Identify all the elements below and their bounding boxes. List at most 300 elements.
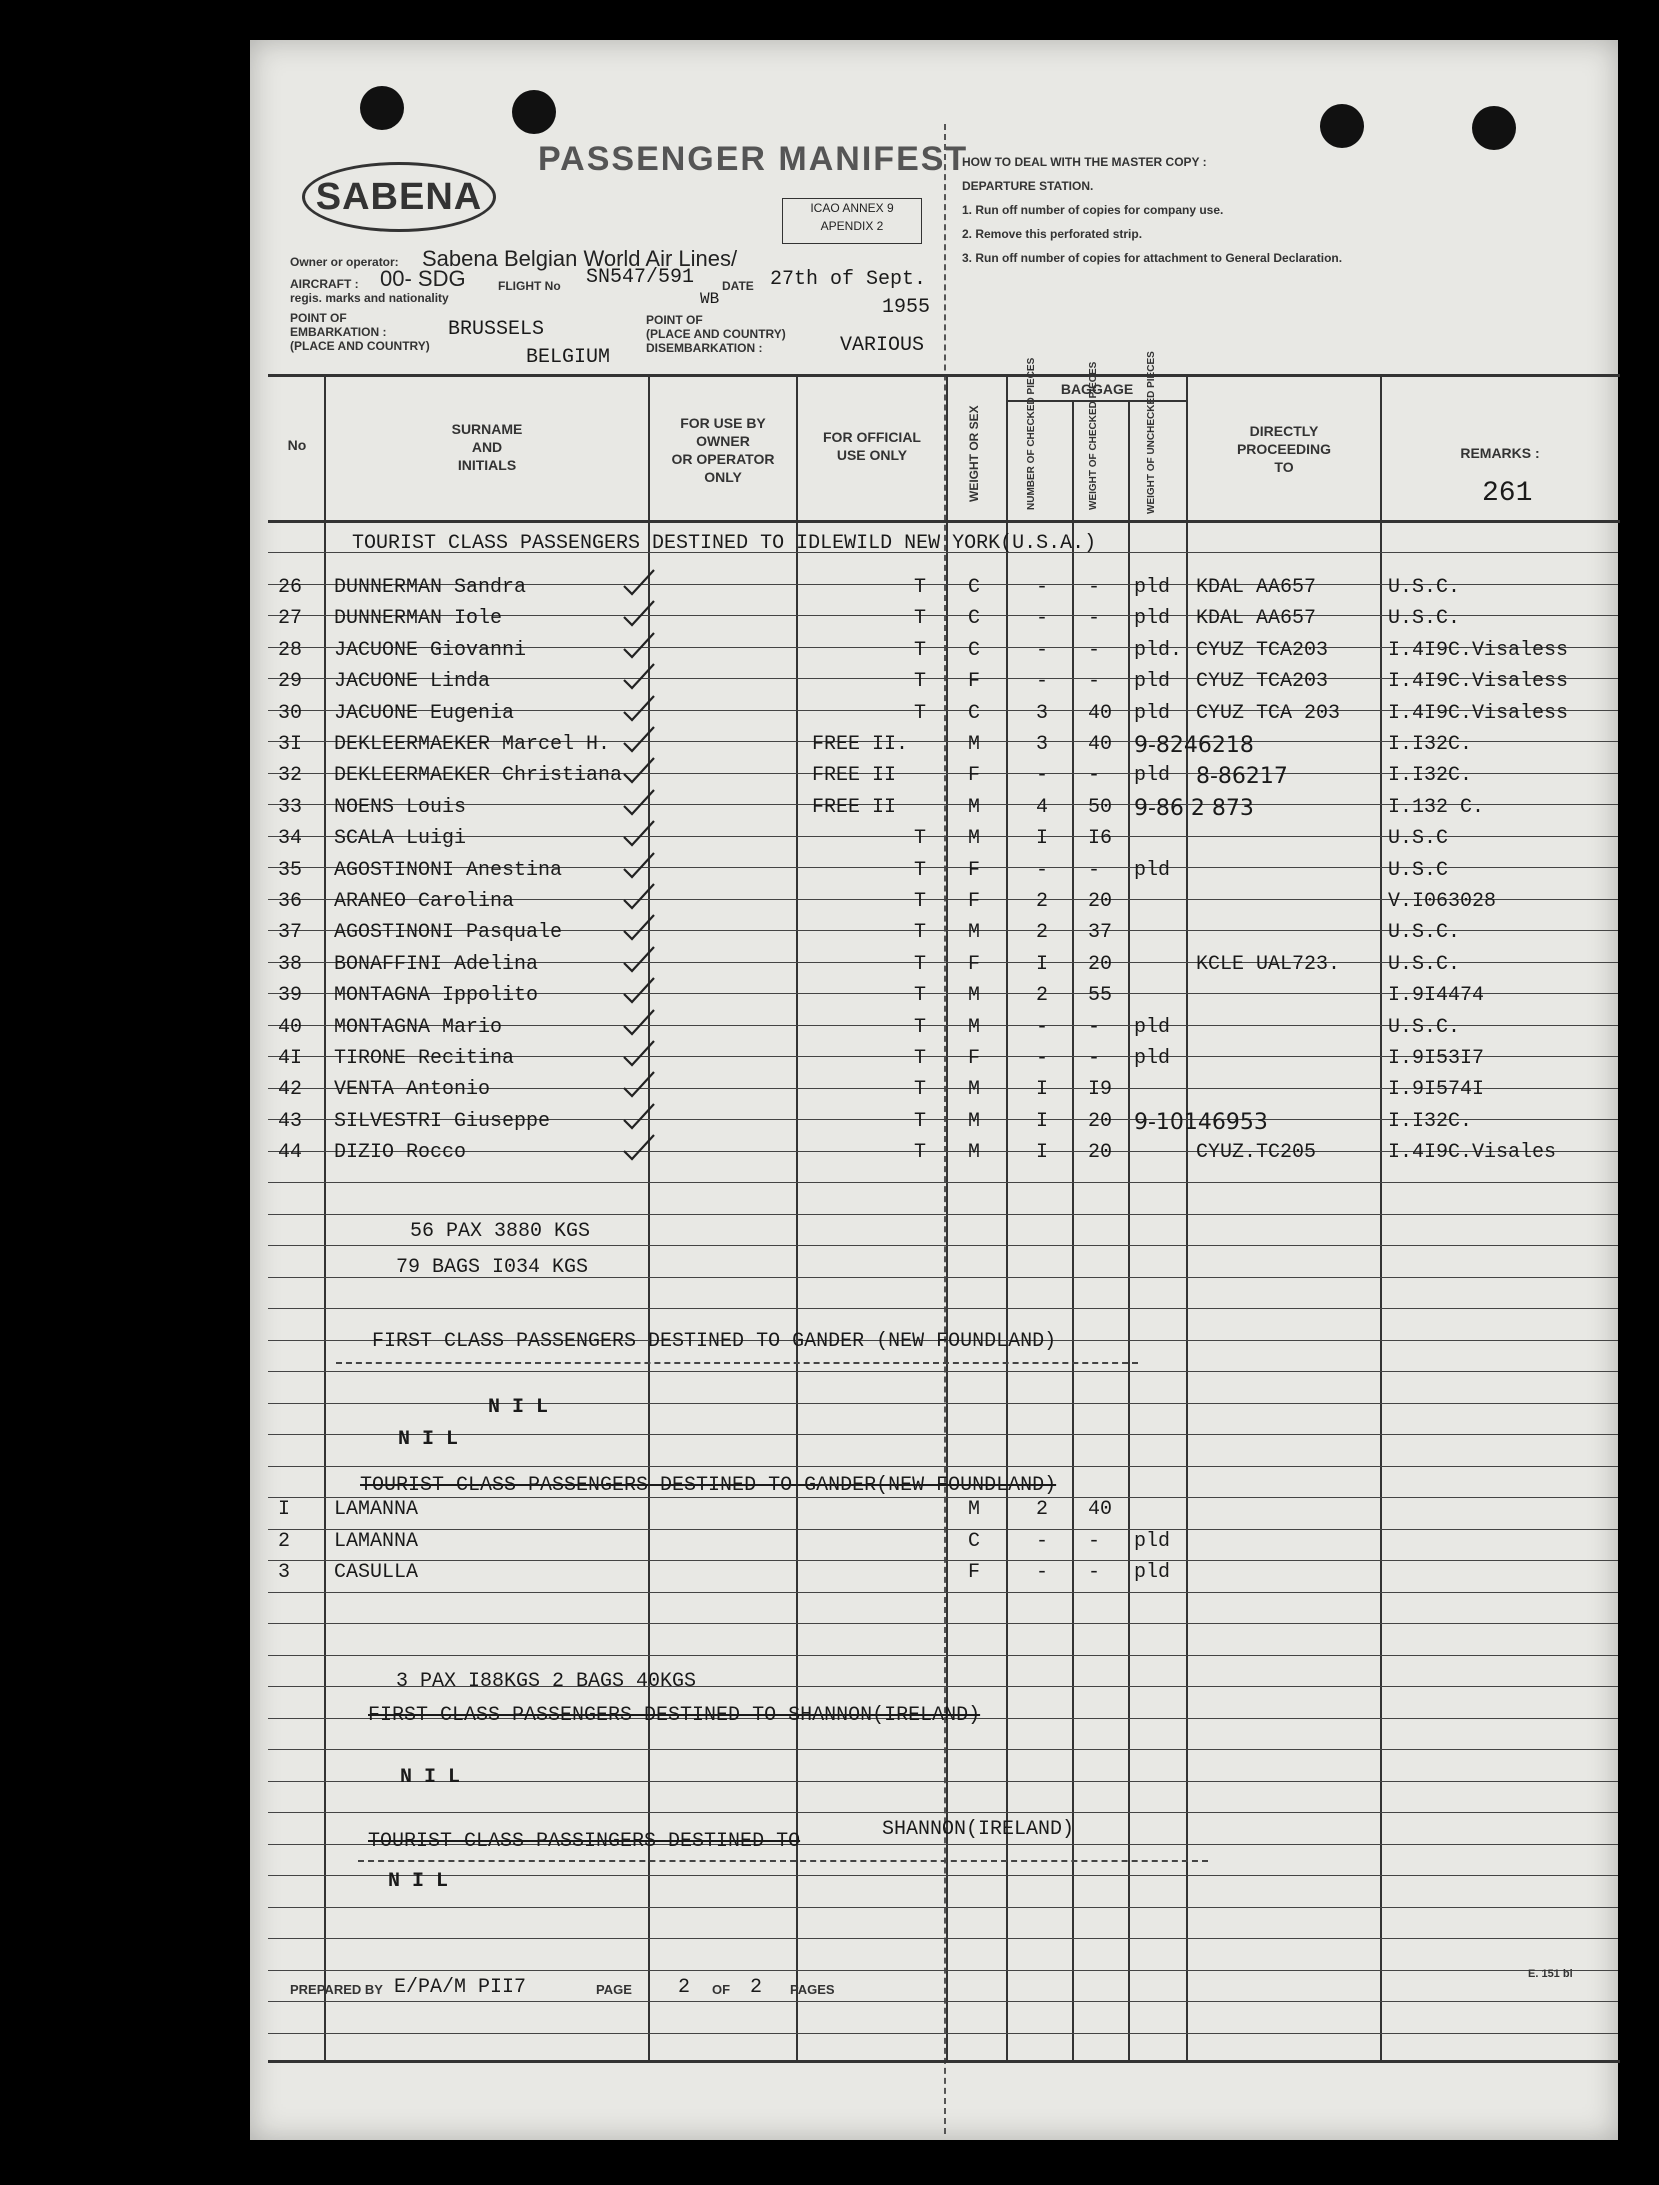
row-line (268, 1371, 1618, 1372)
cell-cls: T (914, 1047, 927, 1070)
icao-line-2: APENDIX 2 (820, 219, 884, 233)
nil-text: N I L (488, 1396, 549, 1419)
cell-wt: - (1088, 764, 1101, 787)
col-directly (1188, 422, 1380, 476)
cell-rem: V.I063028 (1388, 890, 1497, 913)
col-owner-line: OR OPERATOR (671, 451, 775, 467)
checkmark-icon (620, 725, 660, 760)
table-row (250, 731, 1618, 761)
cell-num: I (1036, 1141, 1049, 1164)
disembark-value: VARIOUS (840, 334, 925, 357)
table-row (250, 605, 1618, 635)
cell-sex: M (968, 984, 981, 1007)
row-line (268, 1749, 1618, 1750)
flight-label: FLIGHT No (498, 279, 561, 293)
page-stamp-number: 261 (1482, 478, 1533, 509)
cell-name: JACUONE Linda (334, 670, 491, 693)
cell-cls: T (914, 953, 927, 976)
cell-no: 30 (278, 702, 303, 725)
cell-sex: F (968, 764, 981, 787)
cell-cls: T (914, 984, 927, 1007)
col-official-line: FOR OFFICIAL (823, 429, 921, 445)
cell-sex: M (968, 1110, 981, 1133)
cell-num: I (1036, 1078, 1049, 1101)
cell-wt: 40 (1088, 1498, 1113, 1521)
instruction-line: DEPARTURE STATION. (962, 179, 1094, 193)
table-row (250, 637, 1618, 667)
of-label: OF (712, 1982, 731, 1997)
cell-wt: 37 (1088, 921, 1113, 944)
cell-sex: M (968, 1016, 981, 1039)
cell-name: LAMANNA (334, 1530, 419, 1553)
cell-num: - (1036, 576, 1049, 599)
table-row (250, 1139, 1618, 1169)
cell-unch: pld (1134, 670, 1171, 693)
cell-name: DEKLEERMAEKER Christiana (334, 764, 623, 787)
cell-sex: F (968, 1047, 981, 1070)
cell-cls: T (914, 1016, 927, 1039)
cell-sex: C (968, 702, 981, 725)
cell-no: 40 (278, 1016, 303, 1039)
cell-name: DUNNERMAN Sandra (334, 576, 527, 599)
punch-hole (512, 90, 556, 134)
col-owner-line: OWNER (696, 433, 750, 449)
table-row (250, 825, 1618, 855)
totals-bags: 79 BAGS I034 KGS (396, 1256, 589, 1279)
cell-unch: pld (1134, 702, 1171, 725)
cell-cls: T (914, 670, 927, 693)
sabena-logo: SABENA (302, 162, 496, 232)
cell-rem: I.4I9C.Visaless (1388, 670, 1569, 693)
row-line (268, 2001, 1618, 2002)
cell-rem: U.S.C (1388, 827, 1449, 850)
table-row (250, 762, 1618, 792)
col-official-line: USE ONLY (836, 447, 908, 463)
cell-sex: C (968, 607, 981, 630)
instruction-line: HOW TO DEAL WITH THE MASTER COPY : (962, 155, 1207, 169)
date-label: DATE (722, 279, 754, 293)
cell-name: AGOSTINONI Anestina (334, 859, 563, 882)
cell-wt: - (1088, 859, 1101, 882)
cell-unch: pld (1134, 1561, 1171, 1584)
row-line (268, 1592, 1618, 1593)
wb-value: WB (700, 290, 720, 308)
cell-name: JACUONE Eugenia (334, 702, 515, 725)
cell-name: NOENS Louis (334, 796, 467, 819)
cell-sex: M (968, 827, 981, 850)
row-line (268, 1182, 1618, 1183)
row-line (268, 1434, 1618, 1435)
cell-unch: pld (1134, 1047, 1171, 1070)
punch-hole (1472, 106, 1516, 150)
cell-rem: U.S.C. (1388, 576, 1461, 599)
cell-num: 3 (1036, 733, 1049, 756)
cell-rem: I.I32C. (1388, 764, 1473, 787)
table-row (250, 668, 1618, 698)
cell-no: 3 (278, 1561, 291, 1584)
cell-wt: - (1088, 1561, 1101, 1584)
col-official (798, 428, 946, 464)
cell-unch: pld (1134, 859, 1171, 882)
cell-no: 4I (278, 1047, 303, 1070)
cell-sex: M (968, 921, 981, 944)
instruction-line: 1. Run off number of copies for company use. (962, 203, 1224, 217)
row-line (268, 1214, 1618, 1215)
cell-num: 2 (1036, 984, 1049, 1007)
cell-num: I (1036, 953, 1049, 976)
cell-dest: KDAL AA657 (1196, 576, 1317, 599)
dashed-underline (336, 1362, 1138, 1364)
cell-sex: F (968, 670, 981, 693)
cell-rem: I.4I9C.Visaless (1388, 702, 1569, 725)
cell-sex: C (968, 639, 981, 662)
checkmark-icon (620, 662, 660, 697)
year-value: 1955 (882, 296, 931, 319)
cell-rem: I.9I53I7 (1388, 1047, 1485, 1070)
cell-name: MONTAGNA Mario (334, 1016, 503, 1039)
cell-dest: CYUZ TCA203 (1196, 639, 1329, 662)
section-header: TOURIST CLASS PASSENGERS DESTINED TO IDLEWILD NEW YORK(U.S.A.) (352, 532, 1097, 555)
cell-rem: I.I32C. (1388, 1110, 1473, 1133)
table-row (250, 1045, 1618, 1075)
row-line (268, 1623, 1618, 1624)
dashed-underline (358, 1860, 1208, 1862)
embark-value: BRUSSELS (448, 318, 545, 341)
cell-no: 29 (278, 670, 303, 693)
col-num-checked: NUMBER OF CHECKED PIECES (1026, 357, 1037, 510)
disembark-label-2: (PLACE AND COUNTRY) (646, 327, 786, 341)
cell-no: I (278, 1498, 291, 1521)
cell-wt: - (1088, 1016, 1101, 1039)
checkmark-icon (620, 599, 660, 634)
table-top-border (268, 374, 1620, 377)
cell-unch: pld. (1134, 639, 1183, 662)
col-owner-line: FOR USE BY (680, 415, 766, 431)
cell-no: 34 (278, 827, 303, 850)
table-row (250, 1014, 1618, 1044)
cell-rem: I.9I4474 (1388, 984, 1485, 1007)
cell-official: FREE II (812, 764, 897, 787)
pages-label: PAGES (790, 1982, 835, 1997)
cell-rem: I.132 C. (1388, 796, 1485, 819)
cell-no: 33 (278, 796, 303, 819)
checkmark-icon (620, 1133, 660, 1168)
cell-no: 36 (278, 890, 303, 913)
cell-wt: - (1088, 576, 1101, 599)
col-surname (326, 420, 648, 474)
cell-name: DEKLEERMAEKER Marcel H. (334, 733, 611, 756)
row-line (268, 1907, 1618, 1908)
checkmark-icon (620, 1102, 660, 1137)
col-weight-checked: WEIGHT OF CHECKED PIECES (1088, 361, 1099, 510)
checkmark-icon (620, 819, 660, 854)
table-row (250, 1076, 1618, 1106)
instruction-line: 3. Run off number of copies for attachment to General Declaration. (962, 251, 1343, 265)
cell-no: 26 (278, 576, 303, 599)
col-remarks: REMARKS : (1460, 445, 1540, 461)
cell-wt: I9 (1088, 1078, 1113, 1101)
cell-rem: I.9I574I (1388, 1078, 1485, 1101)
cell-unch: 9-8246218 (1134, 733, 1254, 758)
of-value: 2 (750, 1976, 763, 1999)
cell-sex: F (968, 859, 981, 882)
table-row (250, 951, 1618, 981)
cell-sex: F (968, 1561, 981, 1584)
table-row (250, 1528, 1618, 1558)
cell-num: I (1036, 1110, 1049, 1133)
cell-wt: - (1088, 1047, 1101, 1070)
owner-label: Owner or operator: (290, 255, 399, 269)
cell-dest: CYUZ TCA203 (1196, 670, 1329, 693)
cell-wt: 20 (1088, 1141, 1113, 1164)
cell-sex: M (968, 1141, 981, 1164)
cell-unch: 9-10146953 (1134, 1110, 1268, 1135)
punch-hole (360, 86, 404, 130)
row-line (268, 1970, 1618, 1971)
cell-name: BONAFFINI Adelina (334, 953, 539, 976)
col-directly-line: TO (1274, 459, 1294, 475)
cell-num: - (1036, 1530, 1049, 1553)
col-surname-line: INITIALS (457, 457, 517, 473)
cell-sex: M (968, 733, 981, 756)
totals-pax: 56 PAX 3880 KGS (410, 1220, 591, 1243)
table-row (250, 794, 1618, 824)
row-line (268, 1781, 1618, 1782)
checkmark-icon (620, 568, 660, 603)
cell-name: SCALA Luigi (334, 827, 467, 850)
cell-dest: CYUZ TCA 203 (1196, 702, 1341, 725)
cell-name: ARANEO Carolina (334, 890, 515, 913)
checkmark-icon (620, 882, 660, 917)
embark-label-2: EMBARKATION : (290, 325, 387, 339)
cell-unch: pld (1134, 764, 1171, 787)
col-directly-line: DIRECTLY (1249, 423, 1319, 439)
table-row (250, 888, 1618, 918)
cell-cls: T (914, 1110, 927, 1133)
cell-rem: U.S.C. (1388, 1016, 1461, 1039)
table-row (250, 1496, 1618, 1526)
instruction-line: 2. Remove this perforated strip. (962, 227, 1143, 241)
cell-sex: M (968, 796, 981, 819)
row-line (268, 1655, 1618, 1656)
cell-unch: pld (1134, 576, 1171, 599)
section-header: FIRST CLASS PASSENGERS DESTINED TO GANDER (NEW FOUNDLAND) (372, 1330, 1057, 1353)
nil-text: N I L (398, 1428, 459, 1451)
cell-name: DUNNERMAN Iole (334, 607, 503, 630)
cell-sex: M (968, 1078, 981, 1101)
cell-rem: U.S.C. (1388, 607, 1461, 630)
date-value: 27th of Sept. (770, 268, 927, 291)
row-line (268, 2033, 1618, 2034)
cell-no: 44 (278, 1141, 303, 1164)
cell-rem: I.4I9C.Visales (1388, 1141, 1557, 1164)
cell-num: - (1036, 607, 1049, 630)
checkmark-icon (620, 851, 660, 886)
cell-num: 2 (1036, 921, 1049, 944)
manifest-sheet (250, 40, 1618, 2140)
prepared-label: PREPARED BY (290, 1982, 383, 1997)
cell-wt: - (1088, 607, 1101, 630)
cell-cls: T (914, 1078, 927, 1101)
cell-name: VENTA Antonio (334, 1078, 491, 1101)
totals-gander: 3 PAX I88KGS 2 BAGS 40KGS (396, 1670, 697, 1693)
cell-rem: I.I32C. (1388, 733, 1473, 756)
checkmark-icon (620, 945, 660, 980)
cell-num: - (1036, 1561, 1049, 1584)
cell-no: 28 (278, 639, 303, 662)
col-baggage: BAGGAGE (1060, 381, 1134, 397)
cell-dest: 8-86217 (1196, 764, 1288, 789)
col-owner-line: ONLY (704, 469, 742, 485)
section-header: TOURIST CLASS PASSENGERS DESTINED TO GANDER(NEW FOUNDLAND) (360, 1474, 1057, 1497)
cell-num: 4 (1036, 796, 1049, 819)
cell-no: 27 (278, 607, 303, 630)
cell-rem: I.4I9C.Visaless (1388, 639, 1569, 662)
cell-wt: I6 (1088, 827, 1113, 850)
cell-cls: T (914, 576, 927, 599)
cell-wt: - (1088, 1530, 1101, 1553)
cell-num: - (1036, 859, 1049, 882)
cell-unch: pld (1134, 607, 1171, 630)
cell-wt: 20 (1088, 1110, 1113, 1133)
cell-wt: 20 (1088, 890, 1113, 913)
page-value: 2 (678, 1976, 691, 1999)
disembark-label-3: DISEMBARKATION : (646, 341, 763, 355)
cell-official: FREE II. (812, 733, 909, 756)
cell-cls: T (914, 702, 927, 725)
section-header: FIRST CLASS PASSENGERS DESTINED TO SHANNON(IRELAND) (368, 1704, 981, 1727)
table-row (250, 574, 1618, 604)
cell-name: DIZIO Rocco (334, 1141, 467, 1164)
flight-value: SN547/591 (586, 266, 695, 289)
col-surname-line: SURNAME (451, 421, 523, 437)
instructions (962, 150, 1342, 270)
cell-no: 35 (278, 859, 303, 882)
cell-no: 39 (278, 984, 303, 1007)
cell-no: 38 (278, 953, 303, 976)
table-row (250, 982, 1618, 1012)
icao-line-1: ICAO ANNEX 9 (810, 201, 894, 215)
cell-name: TIRONE Recitina (334, 1047, 515, 1070)
row-line (268, 1308, 1618, 1309)
cell-wt: 40 (1088, 733, 1113, 756)
checkmark-icon (620, 1039, 660, 1074)
table-row (250, 1108, 1618, 1138)
cell-wt: - (1088, 670, 1101, 693)
cell-wt: 50 (1088, 796, 1113, 819)
cell-cls: T (914, 607, 927, 630)
nil-text: N I L (400, 1766, 461, 1789)
cell-num: - (1036, 1047, 1049, 1070)
cell-no: 43 (278, 1110, 303, 1133)
cell-cls: T (914, 859, 927, 882)
table-row (250, 857, 1618, 887)
cell-cls: T (914, 921, 927, 944)
cell-cls: T (914, 827, 927, 850)
cell-rem: U.S.C (1388, 859, 1449, 882)
checkmark-icon (620, 913, 660, 948)
table-bottom-border (268, 2060, 1620, 2063)
aircraft-sub: regis. marks and nationality (290, 291, 449, 305)
cell-wt: 40 (1088, 702, 1113, 725)
cell-cls: T (914, 639, 927, 662)
header-bottom-border (268, 520, 1620, 523)
cell-num: I (1036, 827, 1049, 850)
cell-no: 37 (278, 921, 303, 944)
row-line (268, 1938, 1618, 1939)
cell-cls: T (914, 890, 927, 913)
cell-name: LAMANNA (334, 1498, 419, 1521)
checkmark-icon (620, 788, 660, 823)
cell-num: 2 (1036, 1498, 1049, 1521)
cell-sex: F (968, 890, 981, 913)
row-line (268, 1466, 1618, 1467)
row-line (268, 1812, 1618, 1813)
punch-hole (1320, 104, 1364, 148)
cell-wt: 55 (1088, 984, 1113, 1007)
col-owner (650, 414, 796, 486)
cell-wt: 20 (1088, 953, 1113, 976)
disembark-label-1: POINT OF (646, 313, 703, 327)
cell-num: - (1036, 764, 1049, 787)
row-line (268, 1245, 1618, 1246)
prepared-value: E/PA/M PII7 (394, 1976, 527, 1999)
cell-sex: C (968, 576, 981, 599)
cell-num: - (1036, 1016, 1049, 1039)
cell-cls: T (914, 1141, 927, 1164)
cell-no: 3I (278, 733, 303, 756)
embark-label-1: POINT OF (290, 311, 347, 325)
section-destination: SHANNON(IRELAND) (882, 1818, 1075, 1841)
table-row (250, 919, 1618, 949)
col-surname-line: AND (471, 439, 503, 455)
cell-no: 32 (278, 764, 303, 787)
table-row (250, 700, 1618, 730)
checkmark-icon (620, 694, 660, 729)
page-label: PAGE (596, 1982, 632, 1997)
aircraft-value: 00- SDG (380, 266, 466, 291)
cell-dest: CYUZ.TC205 (1196, 1141, 1317, 1164)
icao-annex-box (782, 198, 922, 244)
cell-sex: M (968, 1498, 981, 1521)
cell-unch: pld (1134, 1530, 1171, 1553)
owner-value: Sabena Belgian World Air Lines/ (422, 246, 738, 271)
cell-num: 3 (1036, 702, 1049, 725)
cell-name: AGOSTINONI Pasquale (334, 921, 563, 944)
section-header: TOURIST CLASS PASSINGERS DESTINED TO (368, 1830, 801, 1853)
col-weight-unchecked: WEIGHT OF UNCHECKED PIECES (1146, 351, 1157, 514)
cell-rem: U.S.C. (1388, 953, 1461, 976)
checkmark-icon (620, 976, 660, 1011)
cell-name: CASULLA (334, 1561, 419, 1584)
cell-unch: 9-86 2 873 (1134, 796, 1254, 821)
cell-rem: U.S.C. (1388, 921, 1461, 944)
page-title: PASSENGER MANIFEST (538, 140, 969, 178)
cell-name: JACUONE Giovanni (334, 639, 527, 662)
checkmark-icon (620, 1070, 660, 1105)
cell-sex: F (968, 953, 981, 976)
cell-official: FREE II (812, 796, 897, 819)
col-directly-line: PROCEEDING (1236, 441, 1332, 457)
cell-dest: KCLE UAL723. (1196, 953, 1341, 976)
cell-name: SILVESTRI Giuseppe (334, 1110, 551, 1133)
embark-country: BELGIUM (526, 346, 611, 369)
aircraft-label: AIRCRAFT : (290, 277, 359, 291)
checkmark-icon (620, 631, 660, 666)
nil-text: N I L (388, 1870, 449, 1893)
cell-num: - (1036, 670, 1049, 693)
col-no: No (287, 437, 307, 453)
